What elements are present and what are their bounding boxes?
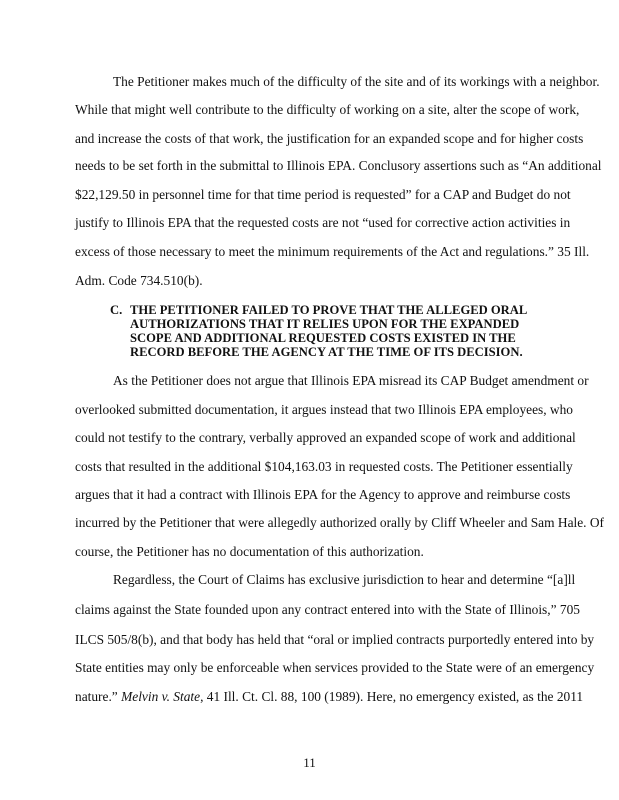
text-line: Regardless, the Court of Claims has exclusive jurisdiction to hear and determine “[a]ll [113,572,576,587]
page-number: 11 [303,755,316,770]
text-line: course, the Petitioner has no documentation of this authorization. [75,544,424,559]
text-line: incurred by the Petitioner that were allegedly authorized orally by Cliff Wheeler and Sam Hale. Of [75,515,604,530]
text-line: State entities may only be enforceable when services provided to the State were of an emergency [75,660,595,675]
heading-line: THE PETITIONER FAILED TO PROVE THAT THE ALLEGED ORAL [130,303,528,317]
text-line: The Petitioner makes much of the difficulty of the site and of its workings with a neighbor. [113,74,600,89]
text-line: costs that resulted in the additional $104,163.03 in requested costs. The Petitioner essentially [75,459,573,474]
text-line [75,689,584,705]
text-line: justify to Illinois EPA that the requested costs are not “used for corrective action activities in [75,215,571,230]
text-line: claims against the State founded upon any contract entered into with the State of Illinois,” 705 [75,602,580,617]
text-line: argues that it had a contract with Illinois EPA for the Agency to approve and reimburse costs [75,487,571,502]
text-line: needs to be set forth in the submittal to Illinois EPA. Conclusory assertions such as “An additional [75,158,602,173]
text-line: While that might well contribute to the difficulty of working on a site, alter the scope of work, [75,102,580,117]
heading-line: RECORD BEFORE THE AGENCY AT THE TIME OF ITS DECISION. [130,345,523,359]
text-line: Adm. Code 734.510(b). [75,273,203,288]
text-line: ILCS 505/8(b), and that body has held that “oral or implied contracts purportedly entered into by [75,632,595,647]
text-line: excess of those necessary to meet the minimum requirements of the Act and regulations.” 35 Ill. [75,244,590,259]
heading-line: AUTHORIZATIONS THAT IT RELIES UPON FOR THE EXPANDED [130,317,520,331]
text-span: , 41 Ill. Ct. Cl. 88, 100 (1989). Here, no emergency existed, as the 2011 [200,689,584,704]
text-line: and increase the costs of that work, the justification for an expanded scope and for higher costs [75,131,584,146]
text-line: overlooked submitted documentation, it argues instead that two Illinois EPA employees, who [75,402,573,417]
text-line: $22,129.50 in personnel time for that time period is requested” for a CAP and Budget do not [75,187,571,202]
heading-label: C. [110,303,123,317]
text-line: could not testify to the contrary, verbally approved an expanded scope of work and additional [75,430,576,445]
heading-line: SCOPE AND ADDITIONAL REQUESTED COSTS EXISTED IN THE [130,331,516,345]
text-line: As the Petitioner does not argue that Illinois EPA misread its CAP Budget amendment or [113,373,589,388]
case-citation: Melvin v. State [121,689,201,704]
text-span: nature.” [75,689,122,704]
